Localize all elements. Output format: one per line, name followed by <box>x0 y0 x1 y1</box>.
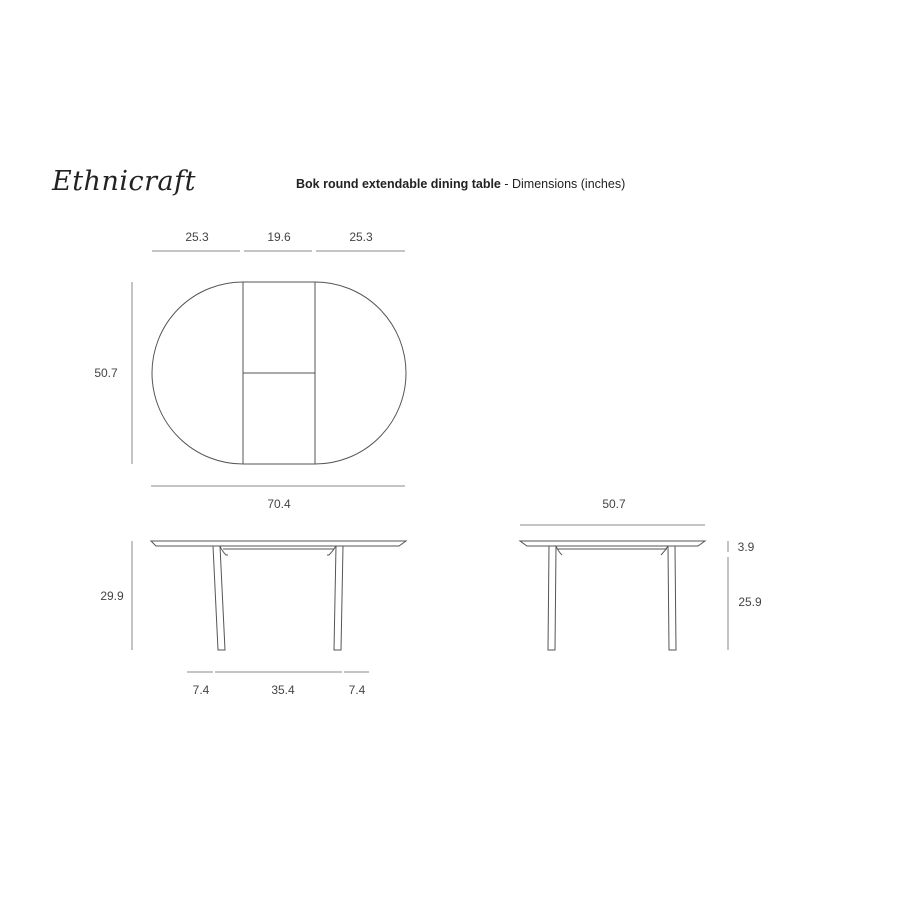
side-right-leg-brace <box>661 546 668 555</box>
dim-label-leaf: 19.6 <box>267 230 291 244</box>
side-left-leg-brace <box>556 546 562 555</box>
dim-label-top-thickness: 3.9 <box>737 540 755 554</box>
dim-label-height: 29.9 <box>100 589 124 603</box>
side-left-leg <box>548 546 556 650</box>
dim-label-side-width: 50.7 <box>602 497 626 511</box>
dim-label-right-overhang: 7.4 <box>348 683 366 697</box>
front-left-leg-brace <box>220 546 228 555</box>
dim-label-left-section: 25.3 <box>185 230 209 244</box>
side-right-leg <box>668 546 676 650</box>
dim-label-depth: 50.7 <box>94 366 118 380</box>
title-subtitle: Dimensions (inches) <box>512 177 626 191</box>
front-top-surface <box>151 541 406 546</box>
dim-label-left-overhang: 7.4 <box>192 683 210 697</box>
front-left-leg <box>213 546 225 650</box>
title-separator: - <box>500 177 512 191</box>
front-right-leg-brace <box>327 546 336 555</box>
dim-label-right-section: 25.3 <box>349 230 373 244</box>
dim-label-leg-height: 25.9 <box>738 595 762 609</box>
front-view <box>151 541 406 650</box>
top-view <box>152 282 406 464</box>
product-name: Bok round extendable dining table <box>296 177 501 191</box>
side-view-dimension-lines <box>520 525 728 650</box>
side-view <box>520 541 705 650</box>
front-view-dimension-lines <box>132 541 369 672</box>
top-view-dimension-lines <box>132 251 405 486</box>
brand-logo: Ethnicraft <box>52 166 196 197</box>
dim-label-total-length: 70.4 <box>267 497 291 511</box>
dim-label-leg-span: 35.4 <box>271 683 295 697</box>
front-right-leg <box>334 546 343 650</box>
side-top-surface <box>520 541 705 546</box>
